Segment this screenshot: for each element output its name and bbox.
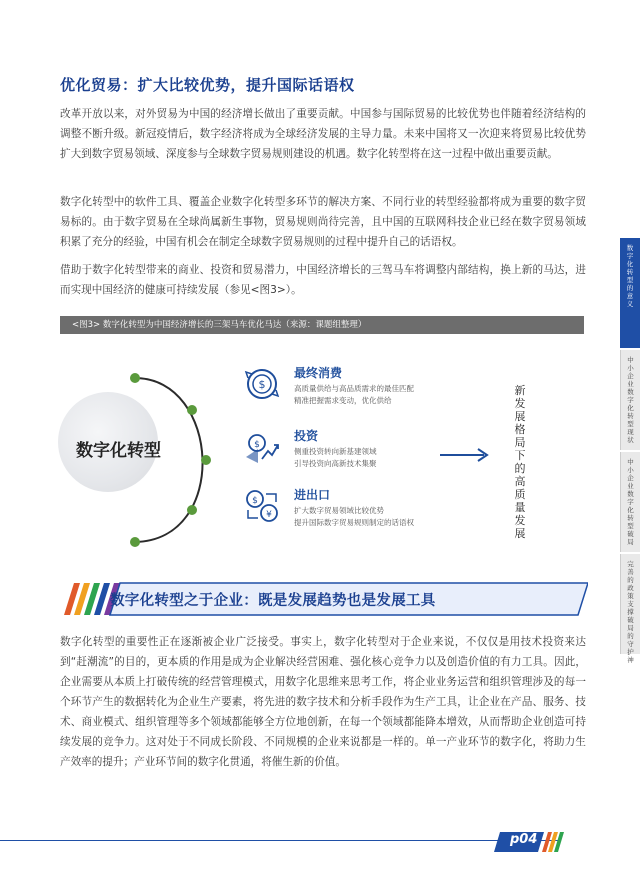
paragraph-enterprise: 数字化转型的重要性正在逐渐被企业广泛接受。事实上，数字化转型对于企业来说，不仅仅是用技术投资来达到“赶潮流”的目的，更本质的作用是成为企业解决经营困难、强化核心竞争力以及创造价值的有力工具。因此，企业需要从本质上打破传统的经营管理模式，用数字化思维来思考工作，将企业业务运营和组织管理涉及的每一个环节产生的数据转化为企业生产要素，将先进的数字技术和分析手段作为生产工具，让企业在产品、服务、技术、商业模式、组织管理等多个领域都能够全方位地创新，在每一个领域都能降本增效，从而帮助企业创造可持续发展的竞争力。这对处于不同成长阶段、不同规模的企业来说都是一样的。单一产业环节的数字化，将助力生产效率的提升；产业环节间的数字化贯通，将催生新的价值。: [60, 636, 586, 768]
paragraph-trade-1: 改革开放以来，对外贸易为中国的经济增长做出了重要贡献。中国参与国际贸易的比较优势也伴随着经济结构的调整不断升级。新冠疫情后，数字经济将成为全球经济发展的主导力量。未来中国将又一次迎来将贸易比较优势扩大到数字贸易领域、深度参与全球数字贸易规则建设的机遇。数字化转型将在这一过程中做出重要贡献。: [60, 108, 586, 160]
section-heading-enterprise: 数字化转型之于企业：既是发展趋势也是发展工具: [110, 593, 436, 609]
section-heading-trade: 优化贸易：扩大比较优势，提升国际话语权: [60, 76, 355, 94]
node-dot: [130, 537, 140, 547]
sidebar-tab-significance[interactable]: 数字化转型的意义: [620, 238, 640, 348]
paragraph-trade-3: 借助于数字化转型带来的商业、投资和贸易潜力，中国经济增长的三驾马车将调整内部结构，换上新的马达，进而实现中国经济的健康可持续发展（参见<图3>）。: [60, 264, 586, 296]
item-desc: 扩大数字贸易领域比较优势: [294, 506, 384, 515]
node-dot: [187, 405, 197, 415]
svg-text:$: $: [254, 440, 260, 450]
item-desc: 提升国际数字贸易规则制定的话语权: [294, 518, 414, 527]
arrow-right-icon: [440, 447, 490, 463]
page-number: p04: [510, 832, 538, 847]
footer-divider: [0, 840, 560, 841]
item-title: 投资: [294, 429, 319, 443]
sidebar-tab-breakthrough[interactable]: 中小企业数字化转型破局: [620, 452, 640, 552]
figure-caption: <图3> 数字化转型为中国经济增长的三架马车优化马达（来源：课题组整理）: [60, 316, 584, 334]
item-desc: 高质量供给与高品质需求的最佳匹配: [294, 384, 414, 393]
node-dot: [187, 505, 197, 515]
node-dot: [130, 373, 140, 383]
item-desc: 精准把握需求变动，优化供给: [294, 396, 392, 405]
svg-text:$: $: [258, 378, 266, 391]
result-label: 新发展格局下的高质量发展: [514, 384, 526, 540]
svg-text:¥: ¥: [266, 510, 272, 520]
exchange-icon: [242, 486, 282, 526]
money-cycle-icon: [242, 364, 282, 404]
item-title: 最终消费: [294, 366, 343, 380]
center-label: 数字化转型: [76, 441, 161, 461]
item-desc: 引导投资向高新技术集聚: [294, 459, 377, 468]
investment-chart-icon: [242, 427, 282, 467]
item-title: 进出口: [294, 488, 331, 502]
sidebar-tab-status[interactable]: 中小企业数字化转型现状: [620, 350, 640, 450]
node-dot: [201, 455, 211, 465]
sidebar-tab-policy[interactable]: 完善的政策支撑 破局的守护神: [620, 554, 640, 654]
paragraph-trade-2: 数字化转型中的软件工具、覆盖企业数字化转型多环节的解决方案、不同行业的转型经验都将成为重要的数字贸易标的。由于数字贸易在全球尚属新生事物，贸易规则尚待完善，且中国的互联网科技企业已经在数字贸易领域积累了充分的经验，中国有机会在制定全球数字贸易规则的过程中提升自己的话语权。: [60, 196, 586, 248]
item-desc: 侧重投资转向新基建领域: [294, 447, 377, 456]
svg-text:$: $: [252, 496, 258, 506]
